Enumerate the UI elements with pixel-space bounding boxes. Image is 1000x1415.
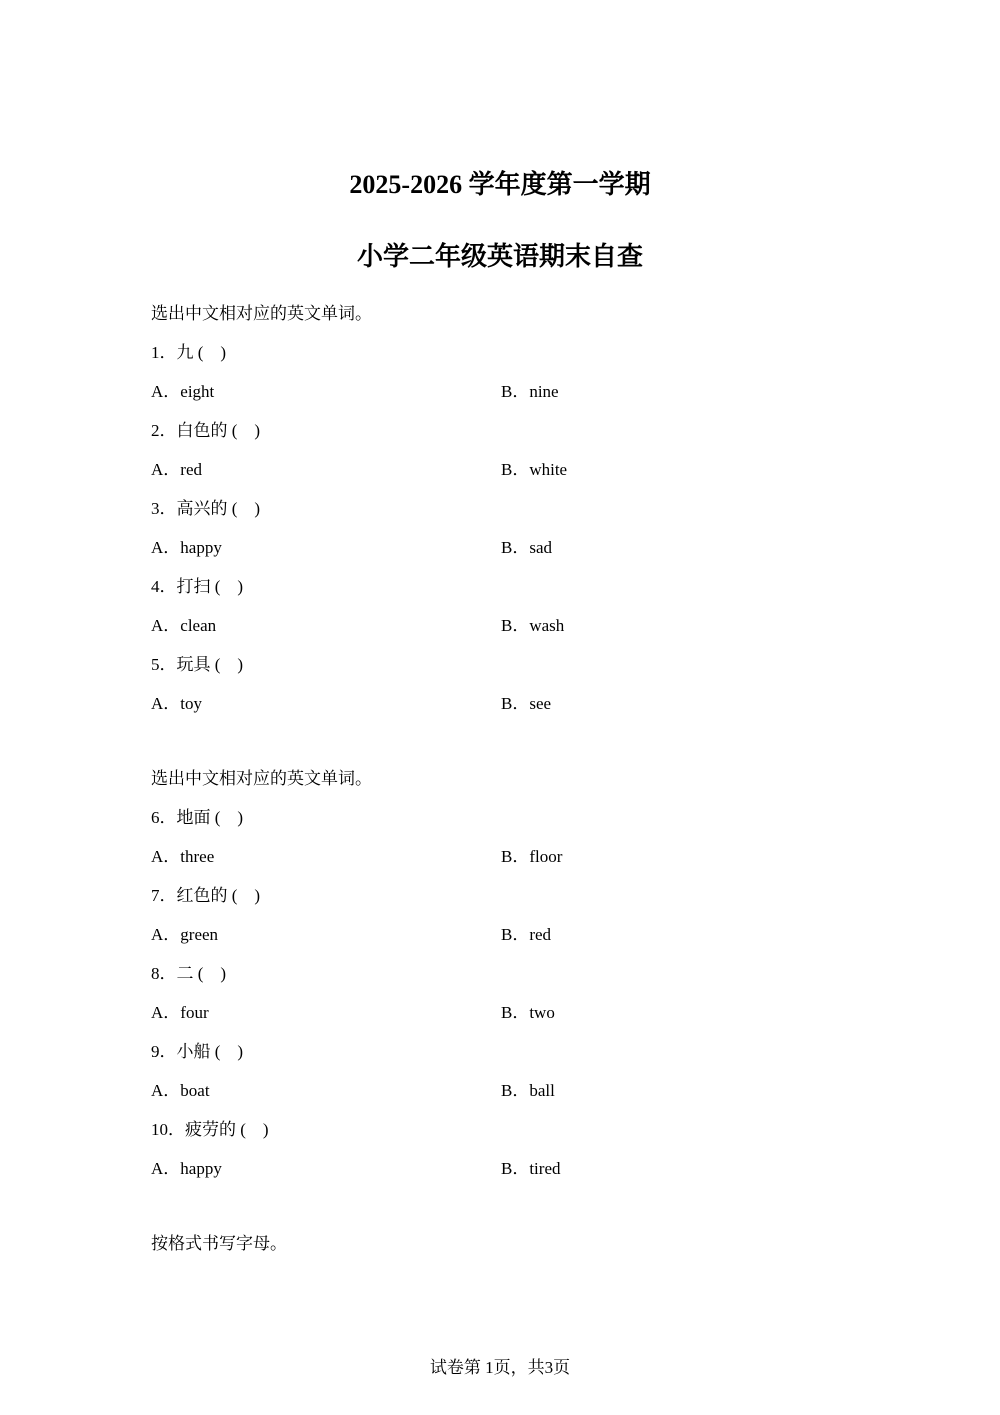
question-3-option-b: B．sad xyxy=(501,538,552,557)
section-2-instruction: 选出中文相对应的英文单词。 xyxy=(151,769,372,788)
question-6-stem: 6．地面 ( ) xyxy=(151,808,244,827)
question-2-option-a: A．red xyxy=(151,460,202,479)
question-5-option-b: B．see xyxy=(501,694,552,713)
question-5-stem: 5．玩具 ( ) xyxy=(151,655,244,674)
exam-title-line1: 2025-2026 学年度第一学期 xyxy=(349,170,651,199)
question-4-option-b: B．wash xyxy=(501,616,565,635)
question-5-option-a: A．toy xyxy=(151,694,202,713)
section-3-instruction: 按格式书写字母。 xyxy=(151,1234,287,1253)
question-4-stem: 4．打扫 ( ) xyxy=(151,577,244,596)
question-9-option-b: B．ball xyxy=(501,1081,555,1100)
question-1-option-b: B．nine xyxy=(501,382,559,401)
question-6-option-a: A．three xyxy=(151,847,215,866)
question-7-option-a: A．green xyxy=(151,925,219,944)
question-1-option-a: A．eight xyxy=(151,382,215,401)
question-2-option-b: B．white xyxy=(501,460,568,479)
question-8-option-b: B．two xyxy=(501,1003,555,1022)
question-10-stem: 10．疲劳的 ( ) xyxy=(151,1120,269,1139)
question-7-option-b: B．red xyxy=(501,925,552,944)
question-3-stem: 3．高兴的 ( ) xyxy=(151,499,261,518)
question-10-option-a: A．happy xyxy=(151,1159,222,1178)
question-10-option-b: B．tired xyxy=(501,1159,561,1178)
question-9-option-a: A．boat xyxy=(151,1081,210,1100)
question-1-stem: 1．九 ( ) xyxy=(151,343,227,362)
question-2-stem: 2．白色的 ( ) xyxy=(151,421,261,440)
page-number-footer: 试卷第 1页，共3页 xyxy=(429,1358,571,1377)
exam-title-line2: 小学二年级英语期末自查 xyxy=(356,242,643,271)
question-8-option-a: A．four xyxy=(151,1003,209,1022)
question-7-stem: 7．红色的 ( ) xyxy=(151,886,261,905)
question-4-option-a: A．clean xyxy=(151,616,217,635)
question-8-stem: 8．二 ( ) xyxy=(151,964,227,983)
question-3-option-a: A．happy xyxy=(151,538,222,557)
section-1-instruction: 选出中文相对应的英文单词。 xyxy=(151,304,372,323)
question-9-stem: 9．小船 ( ) xyxy=(151,1042,244,1061)
question-6-option-b: B．floor xyxy=(501,847,563,866)
